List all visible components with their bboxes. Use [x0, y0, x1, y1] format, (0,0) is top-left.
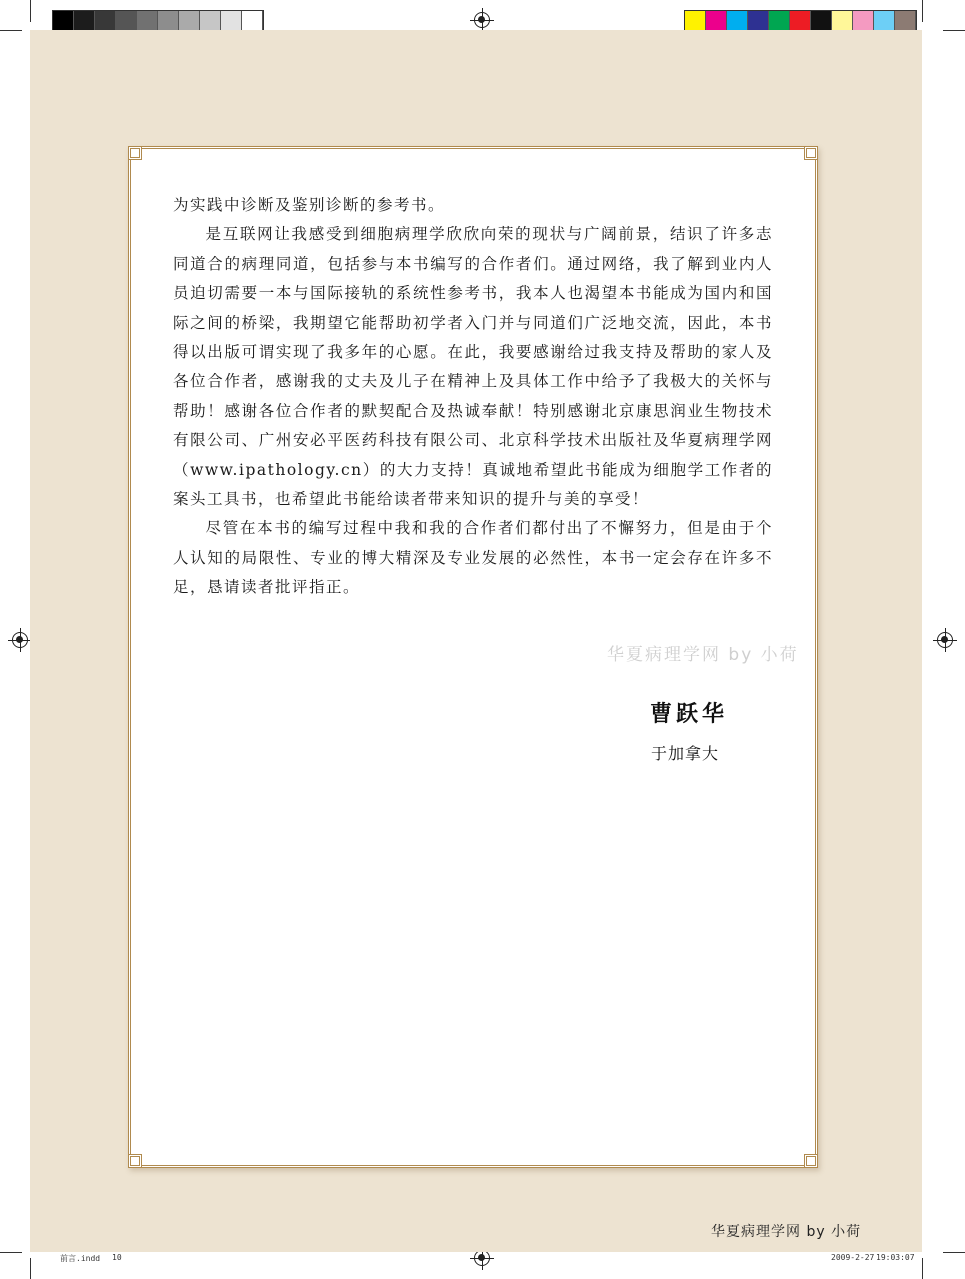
color-swatch [874, 11, 895, 31]
color-swatch [685, 11, 706, 31]
frame-corner [804, 1154, 818, 1168]
color-swatch [53, 11, 74, 31]
color-swatch [95, 11, 116, 31]
author-signature: 曹跃华 [650, 701, 729, 727]
slug-page: 10 [112, 1253, 122, 1262]
crop-mark [922, 1258, 923, 1279]
color-swatch [137, 11, 158, 31]
grayscale-bar [52, 10, 264, 32]
author-location: 于加拿大 [651, 744, 720, 763]
watermark: 华夏病理学网 by 小荷 [607, 645, 799, 665]
slug-file: 前言.indd [60, 1254, 101, 1263]
color-swatch [811, 11, 832, 31]
crop-mark [0, 1252, 22, 1253]
color-swatch [727, 11, 748, 31]
slug-time: 19:03:07 [876, 1253, 915, 1262]
color-swatch [242, 11, 263, 31]
frame-corner [804, 146, 818, 160]
preface-body [173, 191, 773, 603]
registration-mark-bottom [474, 1250, 490, 1266]
color-swatch [706, 11, 727, 31]
registration-mark-left [12, 632, 28, 648]
slug-date: 2009-2-27 [831, 1253, 875, 1262]
crop-mark [30, 0, 31, 22]
color-bar [684, 10, 917, 32]
footer-watermark: 华夏病理学网 by 小荷 [711, 1224, 862, 1240]
color-swatch [179, 11, 200, 31]
registration-mark-top [474, 12, 490, 28]
color-swatch [158, 11, 179, 31]
paragraph: 是互联网让我感受到细胞病理学欣欣向荣的现状与广阔前景，结识了许多志同道合的病理同道，包括参与本书编写的合作者们。通过网络，我了解到业内人员迫切需要一本与国际接轨的系统性参考书，我本人也渴望本书能成为国内和国际之间的桥梁，我期望它能帮助初学者入门并与同道们广泛地交流，因此，本书得以出版可谓实现了我多年的心愿。在此，我要感谢给过我支持及帮助的家人及各位合作者，感谢我的丈夫及儿子在精神上及具体工作中给予了我极大的关怀与帮助！感谢各位合作者的默契配合及热诚奉献！特别感谢北京康思润业生物技术有限公司、广州安必平医药科技有限公司、北京科学技术出版社及华夏病理学网（www.ipathology.cn）的大力支持！真诚地希望此书能成为细胞学工作者的案头工具书，也希望此书能给读者带来知识的提升与美的享受！ [173, 225, 773, 509]
color-swatch [200, 11, 221, 31]
frame-corner [128, 146, 142, 160]
frame-corner [128, 1154, 142, 1168]
color-swatch [769, 11, 790, 31]
color-swatch [116, 11, 137, 31]
color-swatch [895, 11, 916, 31]
registration-mark-right [937, 632, 953, 648]
color-swatch [790, 11, 811, 31]
crop-mark [0, 30, 22, 31]
color-swatch [74, 11, 95, 31]
color-swatch [832, 11, 853, 31]
color-swatch [853, 11, 874, 31]
crop-mark [30, 1258, 31, 1279]
color-swatch [221, 11, 242, 31]
crop-mark [943, 1252, 965, 1253]
crop-mark [922, 0, 923, 22]
paragraph: 尽管在本书的编写过程中我和我的合作者们都付出了不懈努力，但是由于个人认知的局限性、专业的博大精深及专业发展的必然性，本书一定会存在许多不足，恳请读者批评指正。 [173, 519, 773, 597]
color-swatch [748, 11, 769, 31]
crop-mark [943, 30, 965, 31]
paragraph: 为实践中诊断及鉴别诊断的参考书。 [173, 196, 446, 214]
